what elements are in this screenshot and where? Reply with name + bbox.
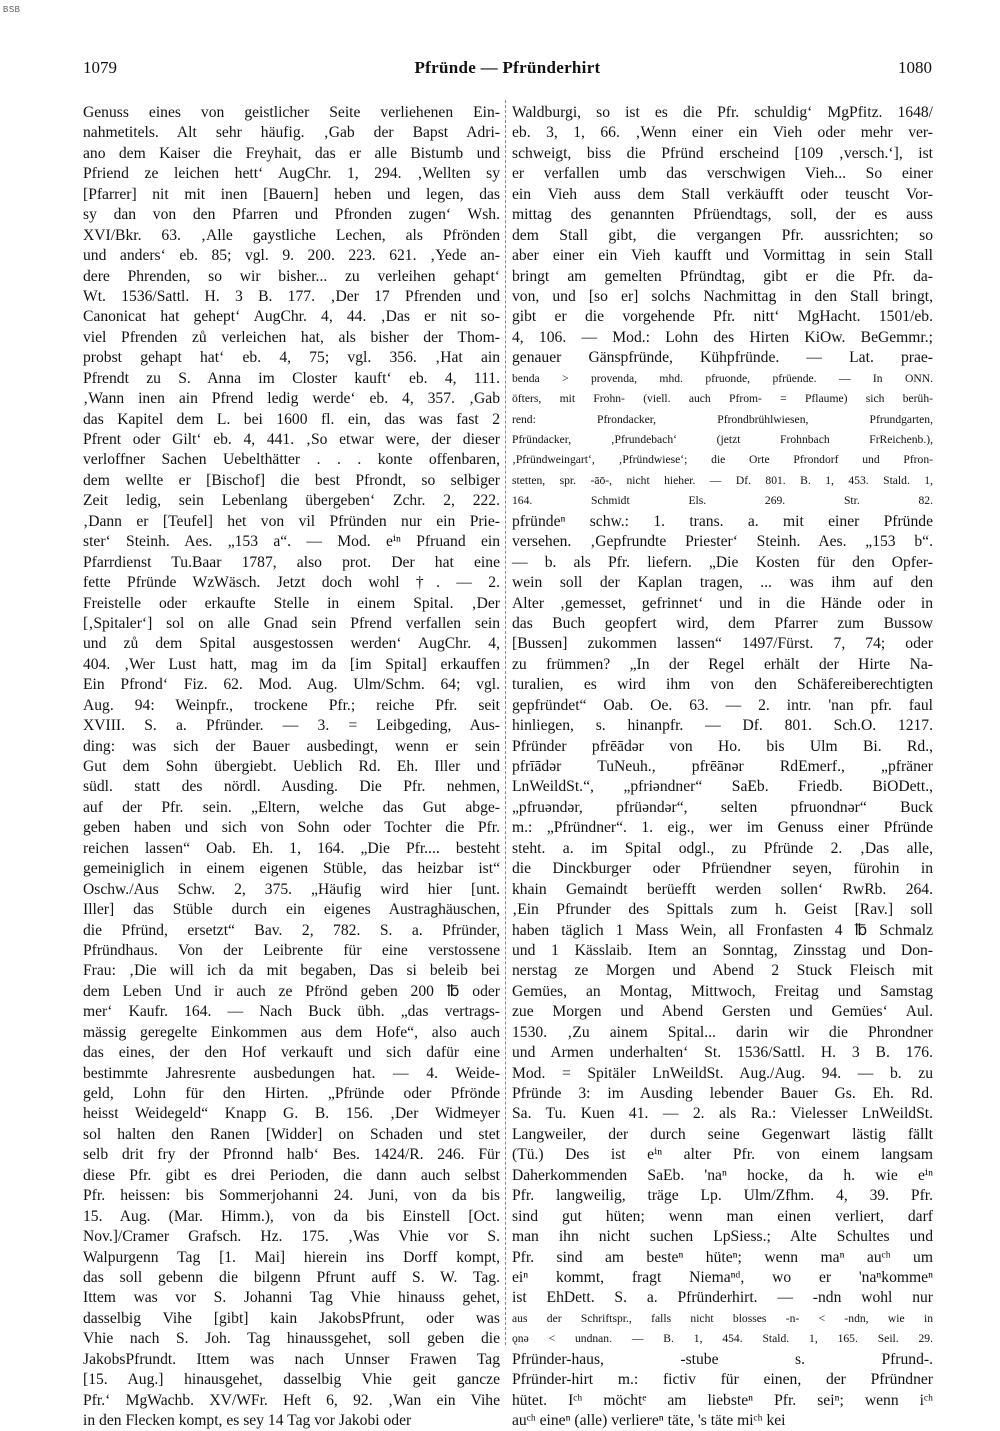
text-line: bestimmte Jahresrente ausbedungen hat. — 4. Weide- (83, 1064, 500, 1082)
text-line: Mod. = Spitäler LnWeildSt. Aug./Aug. 94. — b. zu (512, 1064, 933, 1082)
text-line: ist EhDett. S. a. Pfründerhirt. — -ndn wohl nur (512, 1289, 933, 1307)
text-line: Pfr.‘ MgWachb. XV/WFr. Heft 6, 92. ‚Wan ein Vihe (83, 1391, 500, 1409)
text-line: zue Morgen und Abend Gersten und Gemües‘ Aul. (512, 1003, 933, 1021)
text-line: gemeiniglich in einem eigenen Stüble, das heizbar ist“ (83, 860, 500, 878)
text-line: Pfründe 3: im Ausding lebender Bauer Gs. Eh. Rd. (512, 1085, 933, 1102)
text-line: [‚Spitaler‘] sol on alle Gnad sein Pfrend verfallen sein (83, 614, 500, 632)
text-line: bringt am gemelten Pfründtag, gibt er die Pfr. da- (512, 267, 933, 285)
text-line: Gemües, an Montag, Mittwoch, Freitag und Samstag (512, 982, 933, 1000)
text-line: wein soll der Kaplan tragen, ... was ihm auf den (512, 574, 933, 592)
text-line: turalien, es wird ihm von den Schäfereiberechtigten (512, 676, 933, 694)
text-line: Canonicat hat gehept‘ AugChr. 4, 44. ‚Das er nit so- (83, 308, 500, 326)
text-line: auf der Pfr. sein. „Eltern, welche das Gut abge- (83, 798, 500, 816)
text-line: Aug. 94: Weinpfr., trockene Pfr.; reiche Pfr. seit (83, 696, 500, 714)
text-line: geld, Lohn für den Hirten. „Pfründe oder Pfrönde (83, 1085, 500, 1102)
text-line: ding: was sich der Bauer ausbedingt, wenn er sein (83, 737, 500, 755)
text-line: Daherkommenden SaEb. 'naⁿ hocke, da h. wie eⁱⁿ (512, 1166, 933, 1184)
text-line: das eines, der den Hof verkauft und sich dafür eine (83, 1044, 500, 1062)
text-line: Walpurgenn Tag [1. Mai] hierein ins Dorff kompt, (83, 1248, 500, 1266)
text-line: aber einer ein Vieh kaufft und Vormittag in sein Stall (512, 247, 933, 265)
right-column (512, 103, 933, 1429)
text-line: viel Pfrenden zů verleichen hat, als bisher der Thom- (83, 328, 500, 346)
text-line: die Pfründ, ersetzt“ Bav. 2, 782. S. a. Pfründer, (83, 921, 500, 939)
text-line: er verfallen umb das verschwigen Vieh... So einer (512, 165, 933, 183)
text-line: Ein Pfrond‘ Fiz. 62. Mod. Aug. Ulm/Schm. 64; vgl. (83, 676, 500, 694)
text-line: khain Gemaindt berüefft werden sollen‘ RwRb. 264. (512, 880, 933, 898)
text-line: XVIII. S. a. Pfründer. — 3. = Leibgeding, Aus- (83, 717, 500, 735)
text-line: ‚Wann inen ain Pfrend ledig werde‘ eb. 4, 357. ‚Gab (83, 390, 500, 408)
text-line: man ihn nicht suchen LpSiess.; Alte Schultes und (512, 1228, 933, 1246)
text-line: und anders‘ eb. 85; vgl. 9. 200. 223. 621. ‚Yede an- (83, 247, 500, 265)
text-line: ‚Pfründweingart‘, ‚Pfründwiese‘; die Orte Pfrondorf und Pfron- (512, 453, 933, 467)
text-line: ‚Dann er [Teufel] het von vil Pfründen nur ein Prie- (83, 512, 500, 530)
text-line: Wt. 1536/Sattl. H. 3 B. 177. ‚Der 17 Pfrenden und (83, 287, 500, 305)
page-number-left: 1079 (83, 58, 117, 77)
text-line: das Kapitel dem L. bei 1600 fl. ein, das was fast 2 (83, 410, 500, 428)
text-line: pfrīādər TuNeuh., pfrēānər RdEmerf., „pfräner (512, 758, 933, 775)
text-line: dasselbig Vihe [gibt] kain JakobsPfrunt, oder was (83, 1309, 500, 1327)
text-line: die Dinckburger oder Pfrüendner seyen, fürohin in (512, 860, 933, 878)
text-line: gibt er die vorgehende Pfr. nitt‘ MgHacht. 1501/eb. (512, 308, 933, 326)
text-line: 1530. ‚Zu ainem Spital... darin wir die Phrondner (512, 1023, 933, 1041)
text-line: Freistelle oder erkaufte Stelle in einem Spital. ‚Der (83, 594, 500, 612)
text-line: öfters, mit Frohn- (viell. auch Pfrom- = Pflaume) sich berüh- (512, 392, 933, 406)
text-line: Langweiler, der durch seine Gegenwart lästig fällt (512, 1125, 933, 1143)
text-line: ‚Ein Pfrunder des Spittals zum h. Geist [Rav.] soll (512, 901, 933, 919)
text-line: zu frümmen? „In der Regel erhält der Hirte Na- (512, 655, 933, 673)
text-line: [15. Aug.] hinausgehet, dasselbig Vhie geit gancze (83, 1371, 500, 1389)
text-line: Alter ‚gemesset, gefrinnet‘ und in die Hände oder in (512, 594, 933, 612)
text-line: 15. Aug. (Mar. Himm.), von da bis Einstell [Oct. (83, 1207, 500, 1225)
library-stamp: BSB (3, 5, 21, 14)
page-header (83, 58, 932, 80)
text-line: 404. ‚Wer Lust hatt, mag im da [im Spital] erkauffen (83, 655, 500, 673)
text-line: das soll gebenn die bilgenn Pfrunt auff S. W. Tag. (83, 1268, 500, 1286)
text-line: selb drit fry der Pfronnd halb‘ Bes. 1424/R. 246. Für (83, 1146, 500, 1164)
text-line: Iller] das Stüble durch ein eigenes Austraghäuschen, (83, 901, 500, 919)
text-line: Genuss eines von geistlicher Seite verliehenen Ein- (83, 104, 500, 121)
text-line: Ittem was vor S. Johanni Tag Vhie hinauss gehet, (83, 1289, 500, 1307)
text-line: diese Pfr. gibt es drei Perioden, die dann auch selbst (83, 1166, 500, 1184)
text-line: (Tü.) Des ist eⁱⁿ alter Pfr. von einem langsam (512, 1146, 933, 1164)
text-line: 4, 106. — Mod.: Lohn des Hirten KiOw. BeGemmr.; (512, 328, 933, 346)
text-line: Oschw./Aus Schw. 2, 375. „Häufig wird hier [unt. (83, 880, 500, 898)
text-line: Vhie nach S. Joh. Tag hinaussgehet, soll geben die (83, 1330, 500, 1348)
text-line: probst gehapt hat‘ eb. 4, 75; vgl. 356. ‚Hat ain (83, 349, 500, 367)
text-line: in den Flecken kompt, es sey 14 Tag vor Jakobi oder (83, 1412, 412, 1429)
text-line: haben täglich 1 Mass Wein, all Fronfasten 4 ℔ Schmalz (512, 921, 933, 939)
text-line: von, und [so er] solchs Nachmittag in den Stall bringt, (512, 287, 933, 305)
text-line: Pfründer-hirt m.: fictiv für einen, der Pfründner (512, 1371, 933, 1389)
page-number-right: 1080 (898, 58, 932, 77)
text-line: heisst Weidegeld“ Knapp G. B. 156. ‚Der Widmeyer (83, 1105, 500, 1123)
text-line: XVI/Bkr. 63. ‚Alle gaystliche Lechen, als Pfrönden (83, 226, 500, 244)
text-line: stetten, spr. -āō-, nicht hieher. — Df. 801. B. 1, 453. Stald. 1, (512, 473, 933, 487)
text-line: genauer Gänspfründe, Kühpfründe. — Lat. prae- (512, 349, 933, 367)
text-line: LnWeildSt.“, „pfriəndner“ SaEb. Friedb. BiODett., (512, 778, 933, 796)
text-line: nahmetitels. Alt sehr häufig. ‚Gab der Bapst Adri- (83, 124, 500, 142)
text-line: sind gut hüten; wenn man einen verliert, darf (512, 1207, 933, 1225)
page-title: Pfründe — Pfründerhirt (414, 58, 601, 77)
text-line: hütet. Iᶜʰ möchtᵉ am liebsteⁿ Pfr. seiⁿ; wenn iᶜʰ (512, 1391, 933, 1409)
text-line: ster‘ Steinh. Aes. „153 a“. — Mod. eⁱⁿ Pfruand ein (83, 533, 500, 551)
text-line: reichen lassen“ Oab. Eh. 1, 164. „Die Pfr.... besteht (83, 839, 500, 857)
text-line: nerstag ze Morgen und Abend 2 Stuck Fleisch mit (512, 962, 933, 980)
left-column (83, 103, 500, 1429)
text-line: 164. Schmidt Els. 269. Str. 82. (512, 494, 933, 508)
text-line: mässig geregelte Einkommen aus dem Hofe“, also auch (83, 1023, 500, 1041)
text-line: sol halten den Ranen [Widder] on Schaden und stet (83, 1125, 500, 1143)
text-line: aus der Schriftspr., falls nicht blosses -n- < -ndn, wie in (512, 1311, 933, 1325)
text-line: JakobsPfrundt. Ittem was nach Unnser Frawen Tag (83, 1350, 500, 1368)
text-line: mittag des genannten Pfrüendtags, soll, der es auss (512, 206, 933, 224)
text-line: fette Pfründe WzWäsch. Jetzt doch wohl †. — 2. (83, 574, 500, 592)
column-divider (505, 100, 506, 1345)
text-line: Pfrent oder Gilt‘ eb. 4, 441. ‚So etwar were, der dieser (83, 431, 500, 448)
text-line: dere Phrenden, so wir bisher... zu verleihen gehapt‘ (83, 267, 500, 285)
text-line: Frau: ‚Die will ich da mit begaben, Das si beleib bei (83, 962, 500, 980)
text-line: Pfriend ze leichen hett‘ AugChr. 1, 294. ‚Wellten sy (83, 165, 500, 183)
text-line: Pfr. langweilig, träge Lp. Ulm/Zfhm. 4, 39. Pfr. (512, 1187, 933, 1205)
text-line: schweigt, biss die Pfründ erscheind [109 ‚versch.‘], ist (512, 144, 933, 162)
text-line: „pfruəndər, pfrüəndər“, selten pfruondnər“ Buck (512, 798, 933, 816)
text-line: geben haben und sich von Sohn oder Tochter die Pfr. (83, 819, 500, 837)
text-line: [Bussen] zukommen lassen“ 1497/Fürst. 7, 74; oder (512, 635, 933, 653)
text-line: Pfr. heissen: bis Sommerjohanni 24. Juni, von da bis (83, 1187, 500, 1205)
text-line: rend: Pfrondacker, Pfrondbrühlwiesen, Pfrundgarten, (512, 412, 933, 426)
text-line: [Pfarrer] nit mit inen [Bauern] heben und legen, das (83, 185, 500, 203)
text-line: Pfründacker, ‚Pfrundebach‘ (jetzt Frohnbach FrReichenb.), (512, 433, 933, 446)
text-line: Pfründer-haus, -stube s. Pfrund-. (512, 1350, 933, 1368)
text-line: und Armen underhalten‘ St. 1536/Sattl. H. 3 B. 176. (512, 1044, 933, 1062)
text-line: eb. 3, 1, 66. ‚Wenn einer ein Vieh oder mehr ver- (512, 124, 933, 142)
text-line: Waldburgi, so ist es die Pfr. schuldig‘ MgPfitz. 1648/ (512, 104, 933, 121)
text-line: verloffner Sachen Uebelthätter . . . konte offenbaren, (83, 451, 500, 469)
text-line: ano dem Kaiser die Freyhait, das er alle Bistumb und (83, 144, 500, 162)
text-line: und zů dem Spital ausgestossen werden‘ AugChr. 4, (83, 635, 500, 653)
text-line: hinliegen, s. hinanpfr. — Df. 801. Sch.O. 1217. (512, 717, 933, 735)
text-line: ǫnə < undnan. — B. 1, 454. Stald. 1, 165. Seil. 29. (512, 1332, 933, 1346)
text-line: — b. als Pfr. liefern. „Die Kosten für den Opfer- (512, 553, 933, 571)
text-line: ein Vieh auss dem Stall verkäufft oder teuscht Vor- (512, 185, 933, 203)
text-line: Gut dem Sohn übergiebt. Ueblich Rd. Eh. Iller und (83, 758, 500, 775)
text-line: sy dan von den Pfarren und Pfronden zugen‘ Wsh. (83, 206, 500, 224)
text-line: Pfrendt zu S. Anna im Closter kauft‘ eb. 4, 111. (83, 369, 500, 387)
text-line: Pfr. sind am besteⁿ hüteⁿ; wenn maⁿ auᶜʰ um (512, 1248, 933, 1266)
text-line: dem Stall gibt, die vergangen Pfr. aussrichten; so (512, 226, 933, 244)
text-line: steht. a. im Spital odgl., zu Pfründe 2. ‚Das alle, (512, 839, 933, 857)
text-line: pfründeⁿ schw.: 1. trans. a. mit einer Pfründe (512, 512, 933, 530)
text-line: Sa. Tu. Kuen 41. — 2. als Ra.: Vielesser LnWeildSt. (512, 1105, 933, 1123)
text-line: eiⁿ kommt, fragt Niemaⁿᵈ, wo er 'naⁿkommeⁿ (512, 1268, 933, 1286)
text-line: Zeit ledig, sein Lebenlang übergeben‘ Zchr. 2, 222. (83, 492, 500, 510)
text-line: dem wellte er [Bischof] die best Pfrondt, so selbiger (83, 471, 500, 489)
text-line: mer‘ Kaufr. 164. — Nach Buck übh. „das vertrags- (83, 1003, 500, 1021)
text-line: südl. statt des nördl. Ausding. Die Pfr. nehmen, (83, 778, 500, 796)
text-line: dem Leben Und ir auch ze Pfrönd geben 200 ℔ oder (83, 982, 500, 1000)
text-line: auᶜʰ eineⁿ (alle) verliereⁿ täte, 's täte miᶜʰ kei (512, 1412, 786, 1429)
text-line: Pfarrdienst Tu.Baar 1787, also prot. Der hat eine (83, 553, 500, 571)
text-line: m.: „Pfründner“. 1. eig., wer im Genuss einer Pfründe (512, 819, 933, 837)
text-line: das Buch geopfert wird, dem Pfarrer zum Bussow (512, 614, 933, 632)
text-line: versehen. ‚Gepfrundte Priester‘ Steinh. Aes. „153 b“. (512, 533, 933, 551)
text-line: gepfründet“ Oab. Oe. 63. — 2. intr. 'nan pfr. faul (512, 696, 933, 714)
text-line: Nov.]/Cramer Grafsch. Hz. 175. ‚Was Vhie vor S. (83, 1228, 500, 1246)
text-line: Pfründer pfrēādər von Ho. bis Ulm Bi. Rd., (512, 737, 933, 755)
text-line: benda > provenda, mhd. pfruonde, pfrüende. — In ONN. (512, 371, 933, 385)
text-line: und 1 Kässlaib. Item an Sonntag, Zinsstag und Don- (512, 941, 933, 959)
text-line: Pfründhaus. Von der Leibrente für eine verstossene (83, 941, 500, 959)
